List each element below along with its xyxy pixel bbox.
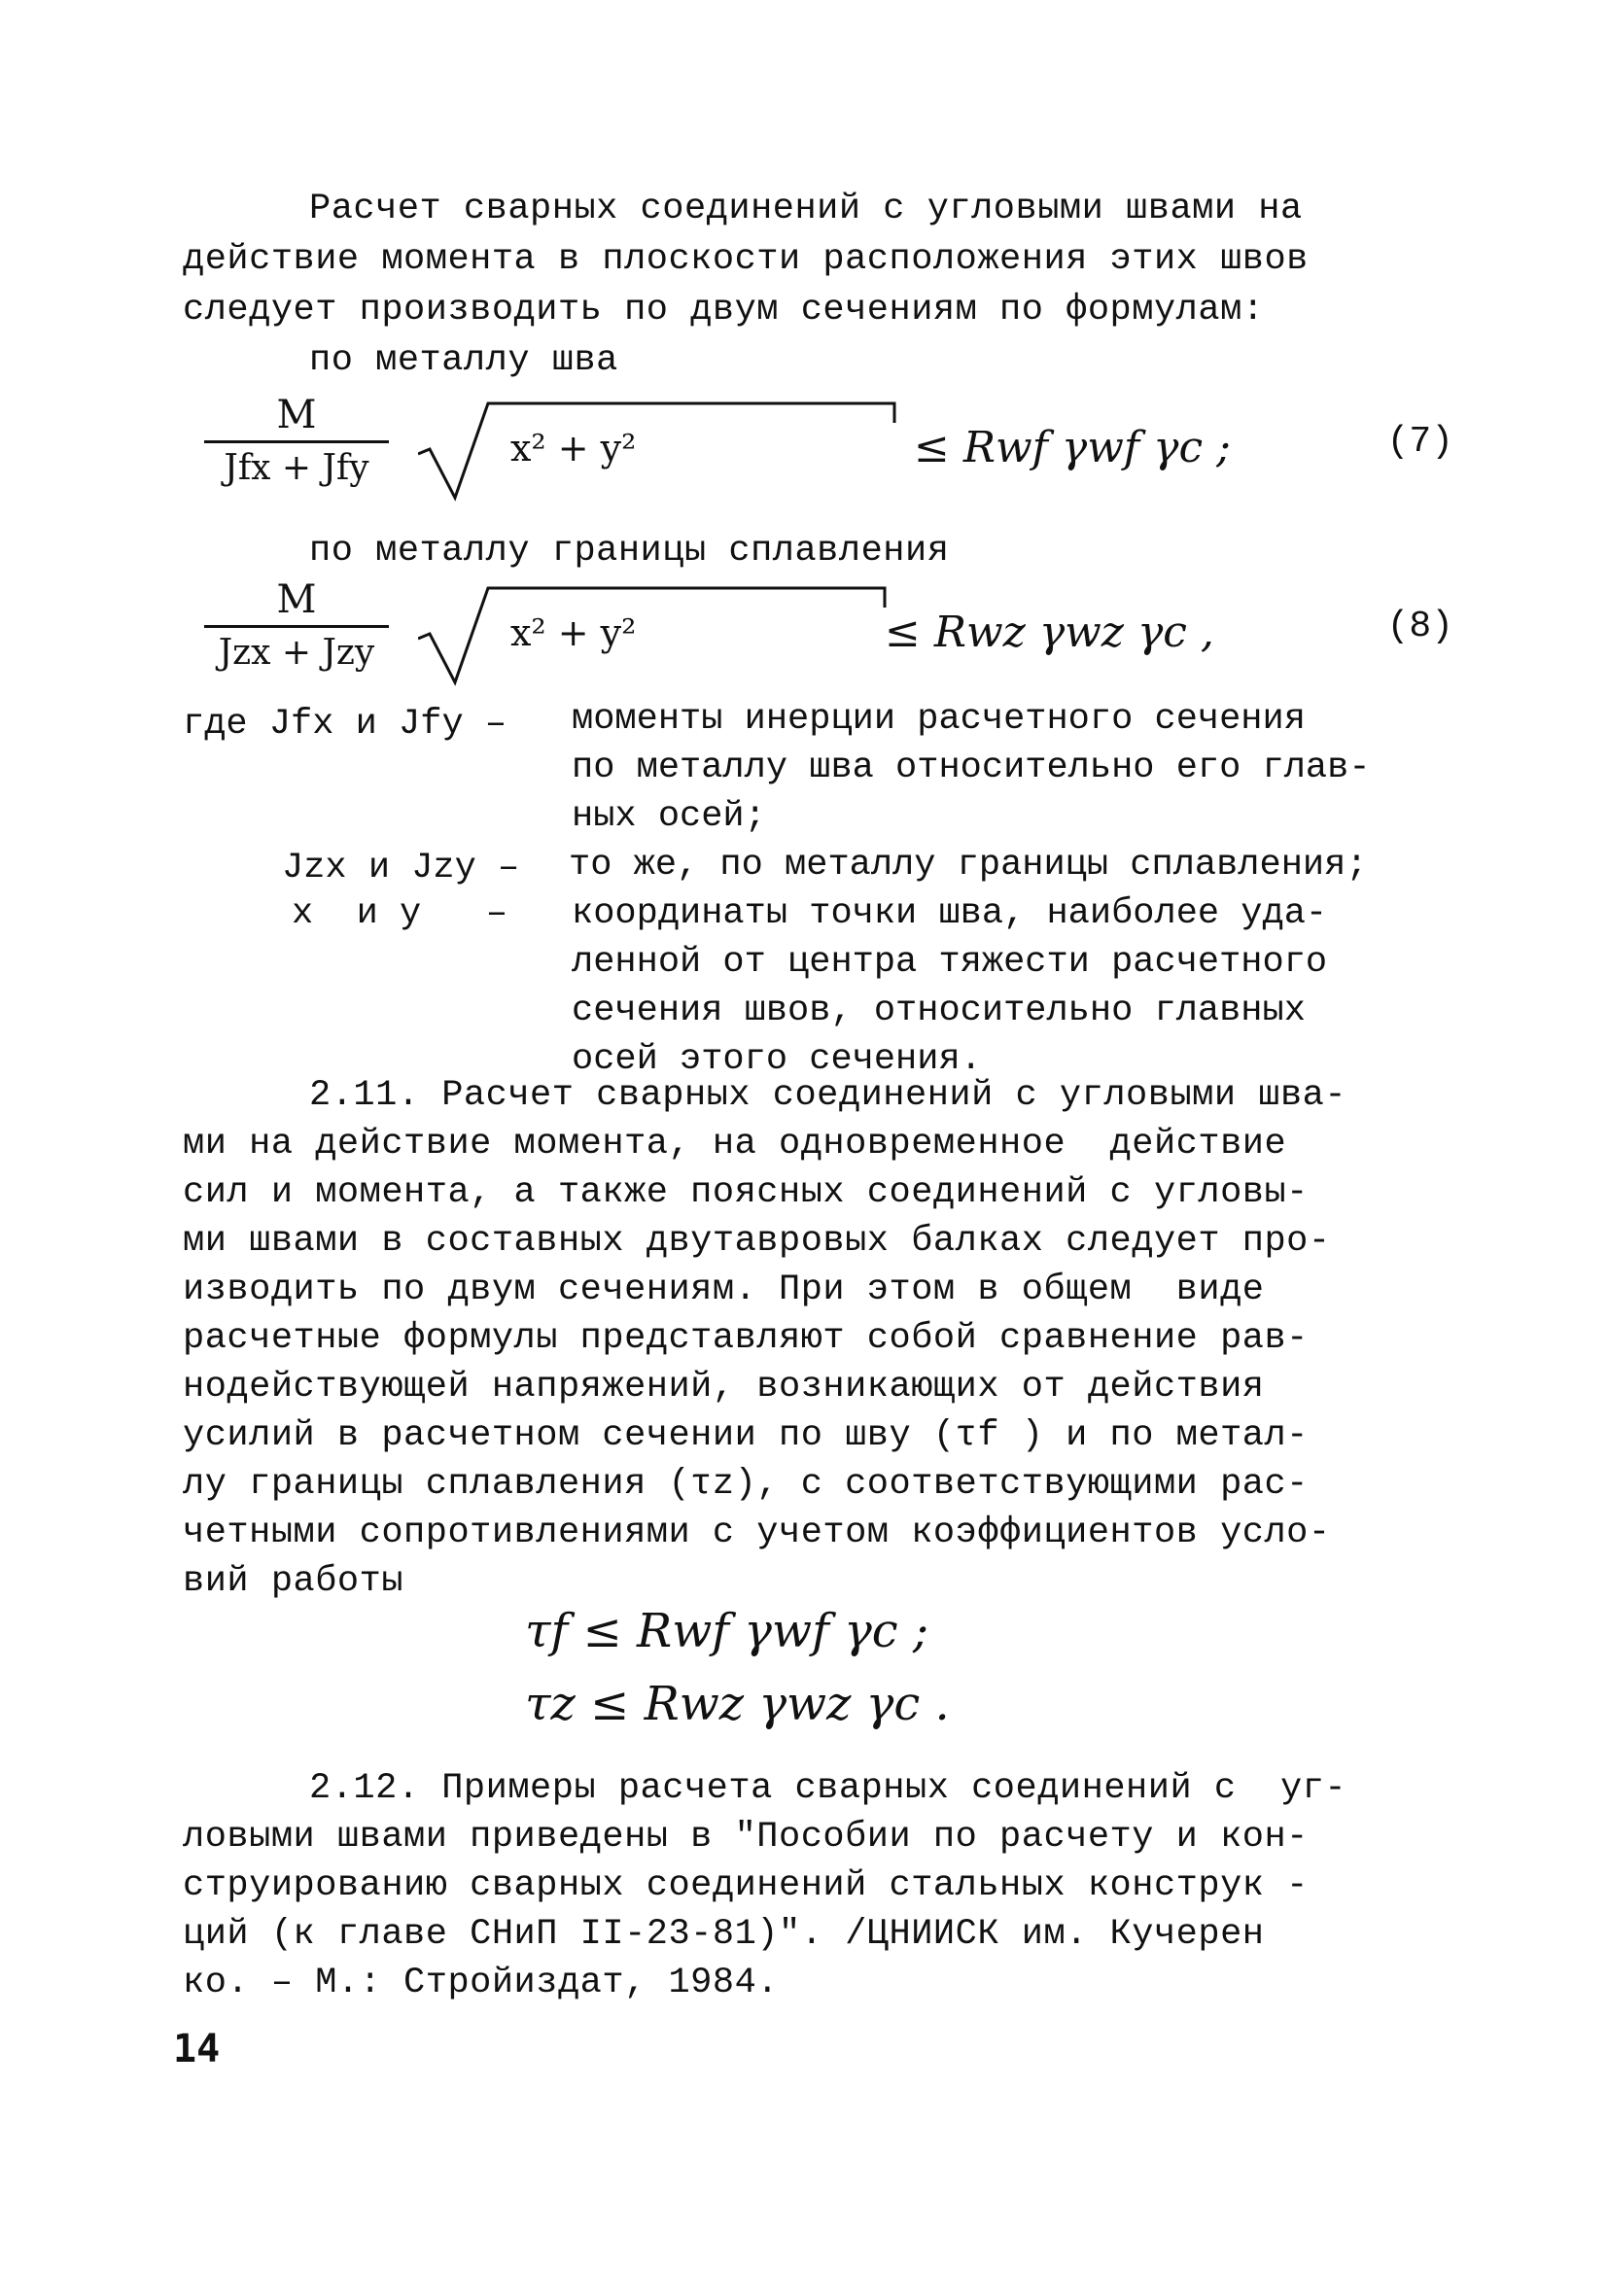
p211-line-9: лу границы сплавления (τz), с соответствующими рас- bbox=[183, 1464, 1309, 1505]
definition-3-symbols: x и y – bbox=[292, 893, 508, 934]
definition-3-line-2: ленной от центра тяжести расчетного bbox=[572, 942, 1328, 983]
intro-line-1: Расчет сварных соединений с угловыми швами на bbox=[309, 189, 1303, 229]
formula-7 bbox=[204, 394, 1468, 520]
inequality-fusion-boundary: τz ≤ Rwz γwz γc . bbox=[525, 1677, 950, 1731]
inequality-weld-metal: τf ≤ Rwf γwf γc ; bbox=[525, 1604, 929, 1658]
p211-line-7: нодействующей напряжений, возникающих от действия bbox=[183, 1367, 1265, 1408]
formula-8-numerator: M bbox=[276, 577, 317, 622]
formula-8-label: по металлу границы сплавления bbox=[309, 531, 950, 572]
formula-8-number: (8) bbox=[1386, 606, 1453, 647]
p211-line-8: усилий в расчетном сечении по шву (τf ) и по метал- bbox=[183, 1415, 1309, 1456]
definition-1-line-2: по металлу шва относительно его глав- bbox=[572, 748, 1371, 788]
formula-8 bbox=[204, 578, 1468, 705]
p212-line-1: 2.12. Примеры расчета сварных соединений с уг- bbox=[309, 1768, 1347, 1809]
p212-line-2: ловыми швами приведены в "Пособии по расчету и кон- bbox=[183, 1817, 1309, 1858]
formula-7-rhs: ≤ Rwf γwf γc ; bbox=[914, 423, 1231, 472]
definition-1-symbols: где Jfx и Jfy – bbox=[183, 704, 507, 745]
p212-line-4: ций (к главе СНиП II-23-81)". /ЦНИИСК им. Кучерен bbox=[183, 1914, 1265, 1955]
page-number: 14 bbox=[173, 2027, 221, 2071]
formula-7-fraction bbox=[204, 394, 389, 490]
square-root-icon bbox=[418, 580, 904, 687]
p212-line-3: струированию сварных соединений стальных конструк - bbox=[183, 1865, 1309, 1906]
formula-8-radicand: x² + y² bbox=[510, 611, 637, 654]
definition-3-line-1: координаты точки шва, наиболее уда- bbox=[572, 893, 1328, 934]
formula-7-number: (7) bbox=[1386, 421, 1453, 463]
p211-line-11: вий работы bbox=[183, 1561, 404, 1602]
fraction-bar bbox=[204, 625, 389, 628]
p211-line-2: ми на действие момента, на одновременное действие bbox=[183, 1124, 1287, 1165]
definition-1-line-3: ных осей; bbox=[572, 796, 766, 837]
formula-8-denominator: Jzx + Jzy bbox=[218, 633, 375, 673]
formula-7-denominator: Jfx + Jfy bbox=[224, 448, 369, 488]
p211-line-1: 2.11. Расчет сварных соединений с угловыми шва- bbox=[309, 1075, 1347, 1116]
formula-7-label: по металлу шва bbox=[309, 340, 618, 381]
p211-line-4: ми швами в составных двутавровых балках следует про- bbox=[183, 1221, 1331, 1262]
formula-7-numerator: M bbox=[276, 393, 317, 437]
definition-1-line-1: моменты инерции расчетного сечения bbox=[572, 699, 1306, 740]
fraction-bar bbox=[204, 440, 389, 443]
formula-8-rhs: ≤ Rwz γwz γc , bbox=[885, 608, 1214, 657]
p212-line-5: ко. – М.: Стройиздат, 1984. bbox=[183, 1963, 779, 2003]
definition-2-line-1: то же, по металлу границы сплавления; bbox=[569, 845, 1368, 886]
definition-2-symbols: Jzx и Jzy – bbox=[282, 848, 520, 888]
formula-7-radicand: x² + y² bbox=[510, 427, 637, 470]
p211-line-5: изводить по двум сечениям. При этом в общем виде bbox=[183, 1270, 1265, 1310]
formula-8-fraction bbox=[204, 578, 389, 675]
definition-3-line-3: сечения швов, относительно главных bbox=[572, 991, 1306, 1031]
square-root-icon bbox=[418, 396, 904, 503]
p211-line-10: четными сопротивлениями с учетом коэффициентов усло- bbox=[183, 1513, 1331, 1553]
p211-line-3: сил и момента, а также поясных соединений с угловы- bbox=[183, 1172, 1309, 1213]
p211-line-6: расчетные формулы представляют собой сравнение рав- bbox=[183, 1318, 1309, 1359]
intro-line-3: следует производить по двум сечениям по формулам: bbox=[183, 290, 1265, 330]
intro-line-2: действие момента в плоскости расположения этих швов bbox=[183, 239, 1309, 280]
definition-3-line-4: осей этого сечения. bbox=[572, 1039, 982, 1080]
